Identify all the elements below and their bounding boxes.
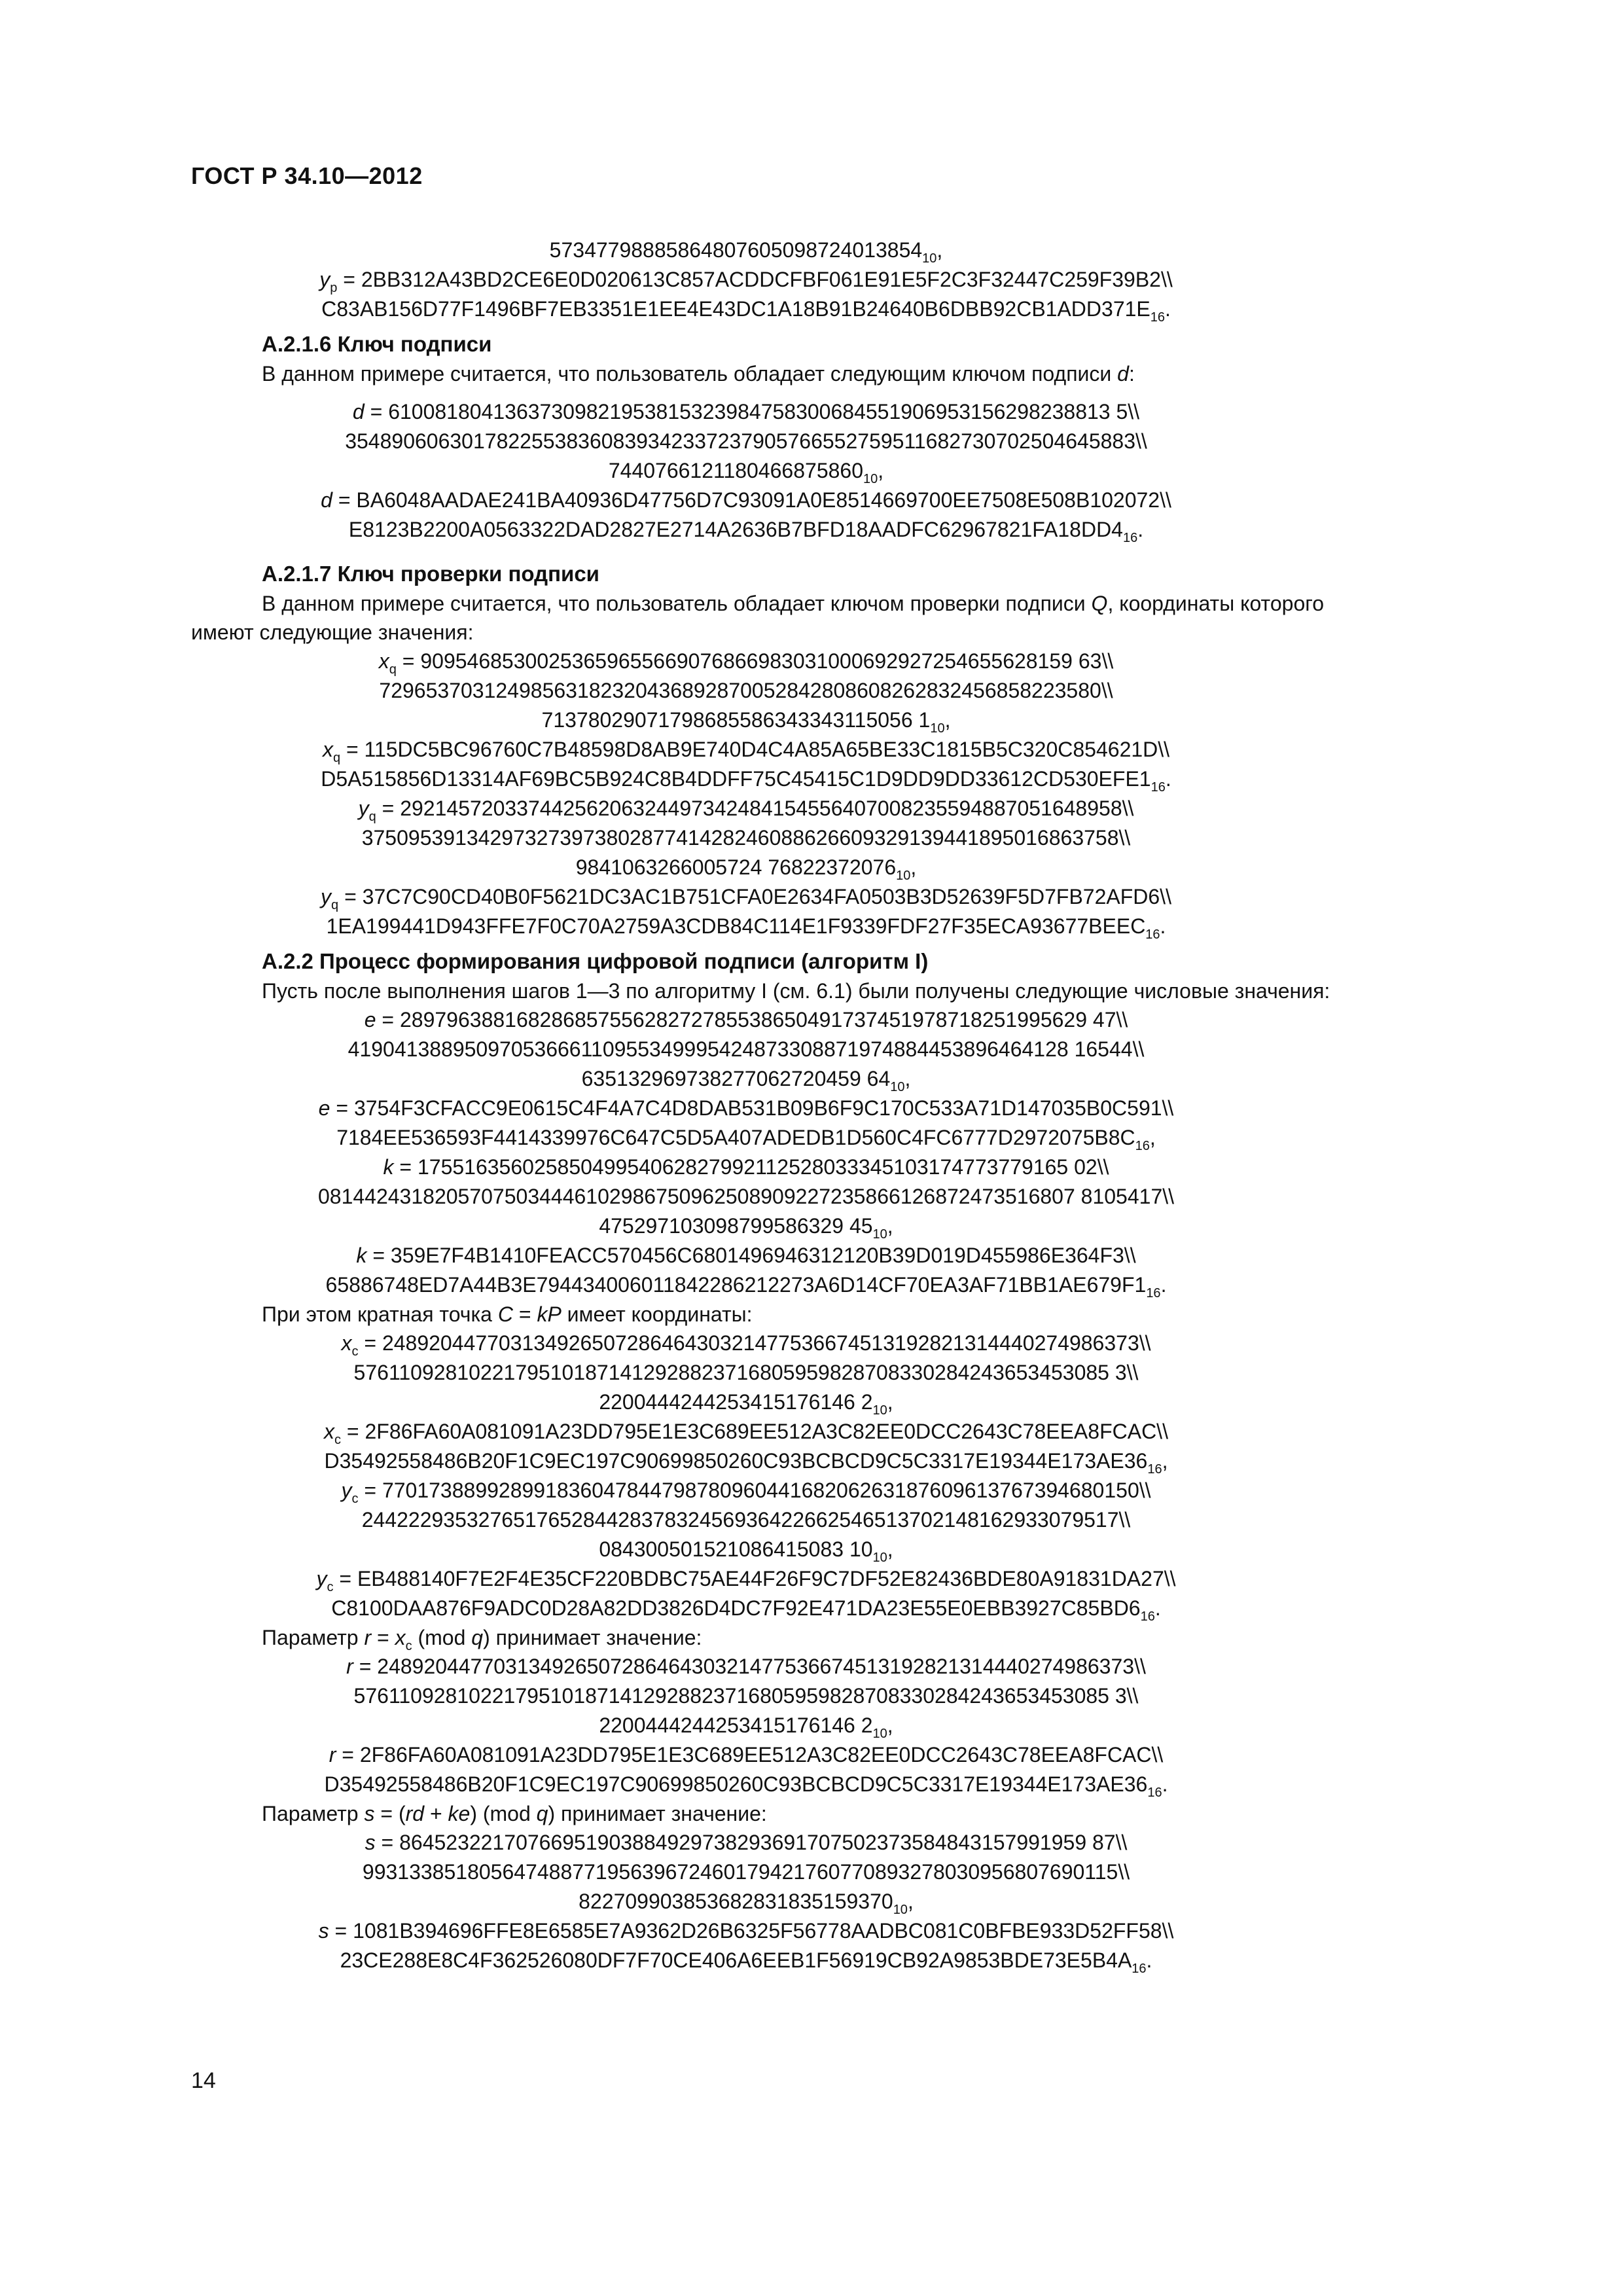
r-dec-line2: 57611092810221795101871412928823716805959828708330284243653453085 3\\ [353, 1684, 1139, 1708]
yp-hex-line2: $C83AB156D77F1496BF7EB3351E1EE4E43DC1A18B91B24640B6DBB92CB1ADD371E_{16}$. [321, 297, 1171, 325]
xq-dec-line3: 71378029071798685586343343115056 $1_{10}$, [541, 708, 951, 736]
xq-dec-line1: $x_q = 90954685300253659655669076866983031000692927254655628159$ 63\\ [378, 649, 1114, 677]
xc-dec-line3: 2200444244253415176146 $2_{10}$, [599, 1390, 893, 1418]
d-dec-line3: $7440766121180466875860_{10}$, [608, 459, 884, 486]
k-hex-line1: k = 359E7F4B1410FEACC570456C6801496946312120B39D019D455986E364F3\\ [356, 1244, 1136, 1267]
point-c-text: При этом кратная точка C = kP имеет координаты: [262, 1302, 753, 1326]
page-number: 14 [191, 2068, 216, 2093]
s-dec-line2: 99313385180564748877195639672460179421760770893278030956807690115\\ [362, 1860, 1130, 1884]
yc-dec-line1: $y_c$ = 77017388992899183604784479878096044168206263187609613767394680150\\ [341, 1479, 1151, 1506]
yq-hex-line1: $y_q$ = 37C7C90CD40B0F5621DC3AC1B751CFA0E2634FA0503B3D52639F5D7FB72AFD6\\ [321, 885, 1171, 912]
document-header: ГОСТ Р 34.10—2012 [191, 162, 423, 189]
xc-dec-line2: 57611092810221795101871412928823716805959828708330284243653453085 3\\ [353, 1361, 1139, 1384]
yc-hex-line1: $y_c$ = EB488140F7E2F4E35CF220BDBC75AE44F26F9C7DF52E82436BDE80A91831DA27\\ [316, 1567, 1176, 1594]
r-hex-line1: r = 2F86FA60A081091A23DD795E1E3C689EE512A3C82EE0DCC2643C78EEA8FCAC\\ [329, 1743, 1164, 1767]
section-a22-heading: А.2.2 Процесс формирования цифровой подписи (алгоритм I) [262, 949, 929, 973]
e-dec-line2: 41904138895097053666110955349995424873308871974884453896464128 16544\\ [348, 1037, 1145, 1061]
k-dec-line3: 475297103098799586329 $45_{10}$, [599, 1214, 893, 1242]
section-a216-heading: А.2.1.6 Ключ подписи [262, 332, 492, 356]
s-dec-line1: s = 86452322170766951903884929738293691707502373584843157991959 87\\ [365, 1831, 1128, 1854]
yp-hex-line1: $y_p$ = 2BB312A43BD2CE6E0D020613C857ACDDCFBF061E91E5F2C3F32447C259F39B2\\ [319, 268, 1173, 295]
xc-dec-line1: $x_c$ = 24892044770313492650728646430321477536674513192821314440274986373\\ [341, 1331, 1151, 1359]
xq-hex-line1: $x_q$ = 115DC5BC96760C7B48598D8AB9E740D4C4A85A65BE33C1815B5C320C854621D\\ [322, 738, 1170, 765]
k-hex-line2: $65886748ED7A44B3E794434006011842286212273A6D14CF70EA3AF71BB1AE679F1_{16}$. [325, 1273, 1167, 1300]
yq-dec-line2: 37509539134297327397380287741428246088626609329139441895016863758\\ [361, 826, 1131, 850]
s-hex-line2: $23CE288E8C4F362526080DF7F70CE406A6EEB1F56919CB92A9853BDE73E5B4A_{16}$. [340, 1948, 1152, 1976]
s-hex-line1: s = 1081B394696FFE8E6585E7A9362D26B6325F56778AADBC081C0BFBE933D52FF58\\ [318, 1919, 1174, 1943]
r-dec-line3: 2200444244253415176146 $2_{10}$, [599, 1713, 893, 1741]
xc-hex-line2: $D35492558486B20F1C9EC197C90699850260C93BCBCD9C5C3317E19344E173AE36_{16}$, [324, 1449, 1168, 1477]
e-dec-line1: e = 28979638816828685755628272785538650491737451978718251995629 47\\ [364, 1008, 1128, 1031]
yq-dec-line1: $y_q$ = 29214572033744256206324497342484154556407008235594887051648958\\ [358, 797, 1134, 824]
e-hex-line1: e = 3754F3CFACC9E0615C4F4A7C4D8DAB531B09B6F9C170C533A71D147035B0C591\\ [318, 1096, 1174, 1120]
section-a22-text: Пусть после выполнения шагов 1—3 по алгоритму I (см. 6.1) были получены следующие числовые значения: [262, 979, 1330, 1003]
xq-hex-line2: $D5A515856D13314AF69BC5B924C8B4DDFF75C45415C1D9DD9DD33612CD530EFE1_{16}$. [321, 767, 1171, 795]
r-dec-line1: r = 24892044770313492650728646430321477536674513192821314440274986373\\ [346, 1655, 1146, 1678]
yc-dec-line2: 24422293532765176528442837832456936422662546513702148162933079517\\ [361, 1508, 1131, 1532]
k-dec-line1: k = 17551635602585049954062827992112528033345103174773779165 02\\ [383, 1155, 1109, 1179]
section-a217-text: В данном примере считается, что пользователь обладает ключом проверки подписи Q, координаты которого [262, 592, 1324, 615]
section-a216-text: В данном примере считается, что пользователь обладает следующим ключом подписи d: [262, 362, 1135, 386]
page-body [0, 236, 1623, 1975]
yc-dec-line3: 084300501521086415083 $10_{10}$, [599, 1537, 893, 1565]
xq-dec-line2: 72965370312498563182320436892870052842808608262832456858223580\\ [379, 679, 1113, 702]
param-s-text: Параметр s = (rd + ke) (mod q) принимает значение: [262, 1802, 767, 1825]
d-hex-line1: d = BA6048AADAE241BA40936D47756D7C93091A0E8514669700EE7508E508B102072\\ [321, 488, 1171, 512]
yq-hex-line2: $1EA199441D943FFE7F0C70A2759A3CDB84C114E1F9339FDF27F35ECA93677BEEC_{16}$. [326, 914, 1166, 942]
d-hex-line2: $E8123B2200A0563322DAD2827E2714A2636B7BFD18AADFC62967821FA18DD4_{16}$. [348, 518, 1144, 545]
s-dec-line3: $822709903853682831835159370_{10}$, [579, 1890, 914, 1917]
section-a217-text-cont: имеют следующие значения: [191, 620, 474, 644]
e-dec-line3: 635132969738277062720459 $64_{10}$, [581, 1067, 911, 1094]
d-dec-line2: 35489060630178225538360839342337237905766552759511682730702504645883\\ [345, 429, 1147, 453]
k-dec-line2: 08144243182057075034446102986750962508909227235866126872473516807 8105417\\ [317, 1185, 1175, 1208]
d-dec-line1: d = 61008180413637309821953815323984758300684551906953156298238813 5\\ [352, 400, 1140, 423]
e-hex-line2: $7184EE536593F4414339976C647C5D5A407ADEDB1D560C4FC6777D2972075B8C_{16}$, [336, 1126, 1156, 1153]
r-hex-line2: $D35492558486B20F1C9EC197C90699850260C93BCBCD9C5C3317E19344E173AE36_{16}$. [324, 1772, 1168, 1800]
section-a217-heading: А.2.1.7 Ключ проверки подписи [262, 562, 599, 586]
param-r-text: Параметр $r = x_c$ (mod q) принимает значение: [262, 1626, 702, 1653]
yq-dec-line3: 9841063266005724 $76822372076_{10}$, [575, 855, 917, 883]
xc-hex-line1: $x_c$ = 2F86FA60A081091A23DD795E1E3C689EE512A3C82EE0DCC2643C78EEA8FCAC\\ [324, 1420, 1168, 1447]
yc-hex-line2: $C8100DAA876F9ADC0D28A82DD3826D4DC7F92E471DA23E55E0EBB3927C85BD6_{16}$. [331, 1596, 1161, 1624]
xp-value-tail: $57347798885864807605098724013854_{10}$, [549, 238, 943, 266]
